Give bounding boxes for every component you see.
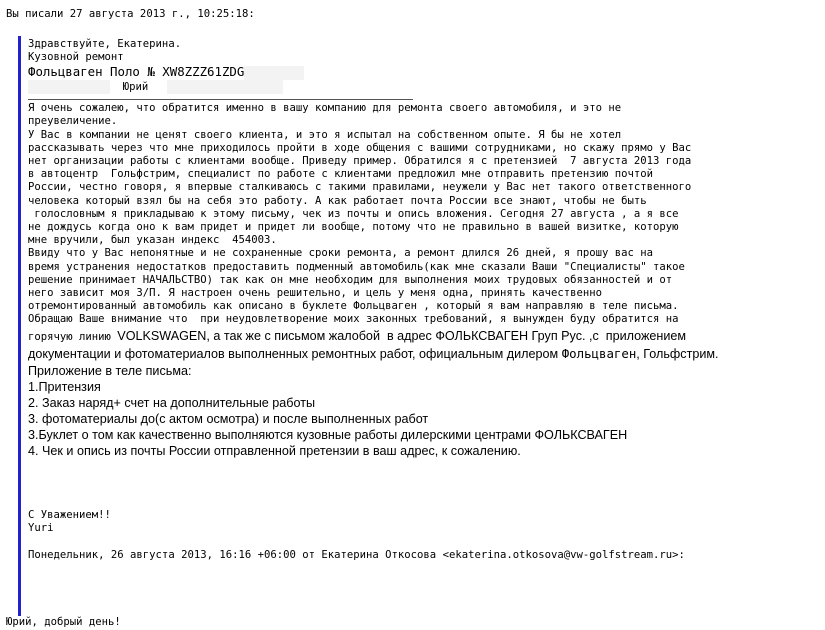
attachment-item: 2. Заказ наряд+ счет на дополнительные работы [28, 395, 316, 410]
dealer-name: Фольцваген [561, 345, 637, 361]
signature: Yuri [28, 521, 54, 534]
attachment-item: 3. фотоматериалы до(с актом осмотра) и после выполненных работ [28, 411, 429, 426]
quoted-message-body [28, 38, 798, 562]
greeting: Здравствуйте, Екатерина. [28, 38, 182, 50]
body-line: отремонтированный автомобиль как описано в буклете Фольцваген , который я вам направляю в теле письма. [28, 300, 679, 313]
body-line: голословным я прикладываю к этому письму, чек из почты и опись вложения. Сегодня 27 августа , а я все [28, 207, 679, 220]
attachment-item: 3.Буклет о том как качественно выполняются кузовные работы дилерскими центрами ФОЛЬКСВАГЕН [28, 427, 628, 442]
mixed-line [28, 327, 798, 345]
sign-off: С Уважением!! [28, 508, 111, 521]
body-line: , Гольфстрим. [636, 346, 719, 361]
body-line: России, честно говоря, я впервые сталкиваюсь с такими правилами, неужели у Вас нет такого ответственного [28, 181, 692, 194]
body-line: время устранения недостатков предоставить подменный автомобиль(как мне сказали Ваши "Специалисты" такое [28, 260, 685, 273]
redacted-block [28, 80, 110, 94]
body-line: человека который взял бы на себя это работу. А как работает почта России все знают, чтобы не быть [28, 194, 647, 207]
reply-greeting: Юрий, добрый день! [6, 616, 121, 628]
car-vin: Фольцваген Поло № XW8ZZZ61ZDG [28, 64, 245, 80]
body-line: него зависит моя З/П. Я настроен очень решительно, и цель у меня одна, принять качественно [28, 286, 603, 299]
body-line: нет организации работы с клиентами вообще. Приведу пример. Обратился я с претензией 7 августа 2013 года [28, 154, 692, 167]
body-line: в автоцентр Гольфстрим, специалист по работе с клиентами предложил мне отправить претензию почтой [28, 168, 654, 181]
body-line: Обращаю Ваше внимание что при неудовлетворение моих законных требований, я вынужден буду обратится на [28, 313, 679, 326]
body-line: VOLKSWAGEN, а так же с письмом жалобой в адрес ФОЛЬКСВАГЕН Груп Рус. ,с приложением [117, 328, 687, 343]
spacer [28, 535, 798, 549]
body-line: решение принимает НАЧАЛЬСТВО) так как он мне необходим для выполнения моих трудовых обязанностей и от [28, 273, 673, 286]
body-line: Я очень сожалею, что обратится именно в вашу компанию для ремонта своего автомобиля, и это не [28, 102, 622, 115]
subject: Кузовной ремонт [28, 51, 124, 64]
sender-name: Юрий [122, 80, 149, 93]
mixed-line [28, 345, 798, 363]
quoted-message [18, 36, 801, 616]
body-line: рассказывать через что мне приходилось пройти в ходе общения с вашими сотрудниками, но скажу прямо у Вас [28, 141, 692, 154]
divider [28, 99, 413, 100]
spacer [28, 459, 798, 509]
body-line: преувеличение. [28, 115, 118, 128]
body-line: документации и фотоматериалов выполненных ремонтных работ, официальным дилером [28, 346, 562, 361]
body-line: не дождусь когда оно к вам придет и придет ли вообще, потому что не правильно в вашей визитке, которую [28, 220, 679, 233]
body-line: горячую линию [28, 330, 118, 343]
body-line: У Вас в компании не ценят своего клиента, и это я испытал на собственном опыте. Я бы не хотел [28, 128, 622, 141]
name-line [28, 80, 798, 94]
body-line: мне вручили, был указан индекс 454003. [28, 234, 277, 247]
body-line: Ввиду что у Вас непонятные и не сохраненные сроки ремонта, а ремонт длился 26 дней, я прошу вас на [28, 247, 654, 260]
redacted-block [244, 66, 304, 80]
quote-header: Вы писали 27 августа 2013 г., 10:25:18: [6, 8, 255, 20]
attachment-item: 1.Притензия [28, 379, 101, 394]
redacted-block [167, 80, 283, 94]
attachment-item: 4. Чек и опись из почты России отправленной претензии в ваш адрес, к сожалению. [28, 443, 521, 458]
previous-message-header: Понедельник, 26 августа 2013, 16:16 +06:00 от Екатерина Откосова <ekaterina.otkosova@vw-golfstream.ru>: [28, 548, 685, 561]
attachments-heading: Приложение в теле письма: [28, 363, 192, 378]
car-line [28, 64, 798, 80]
